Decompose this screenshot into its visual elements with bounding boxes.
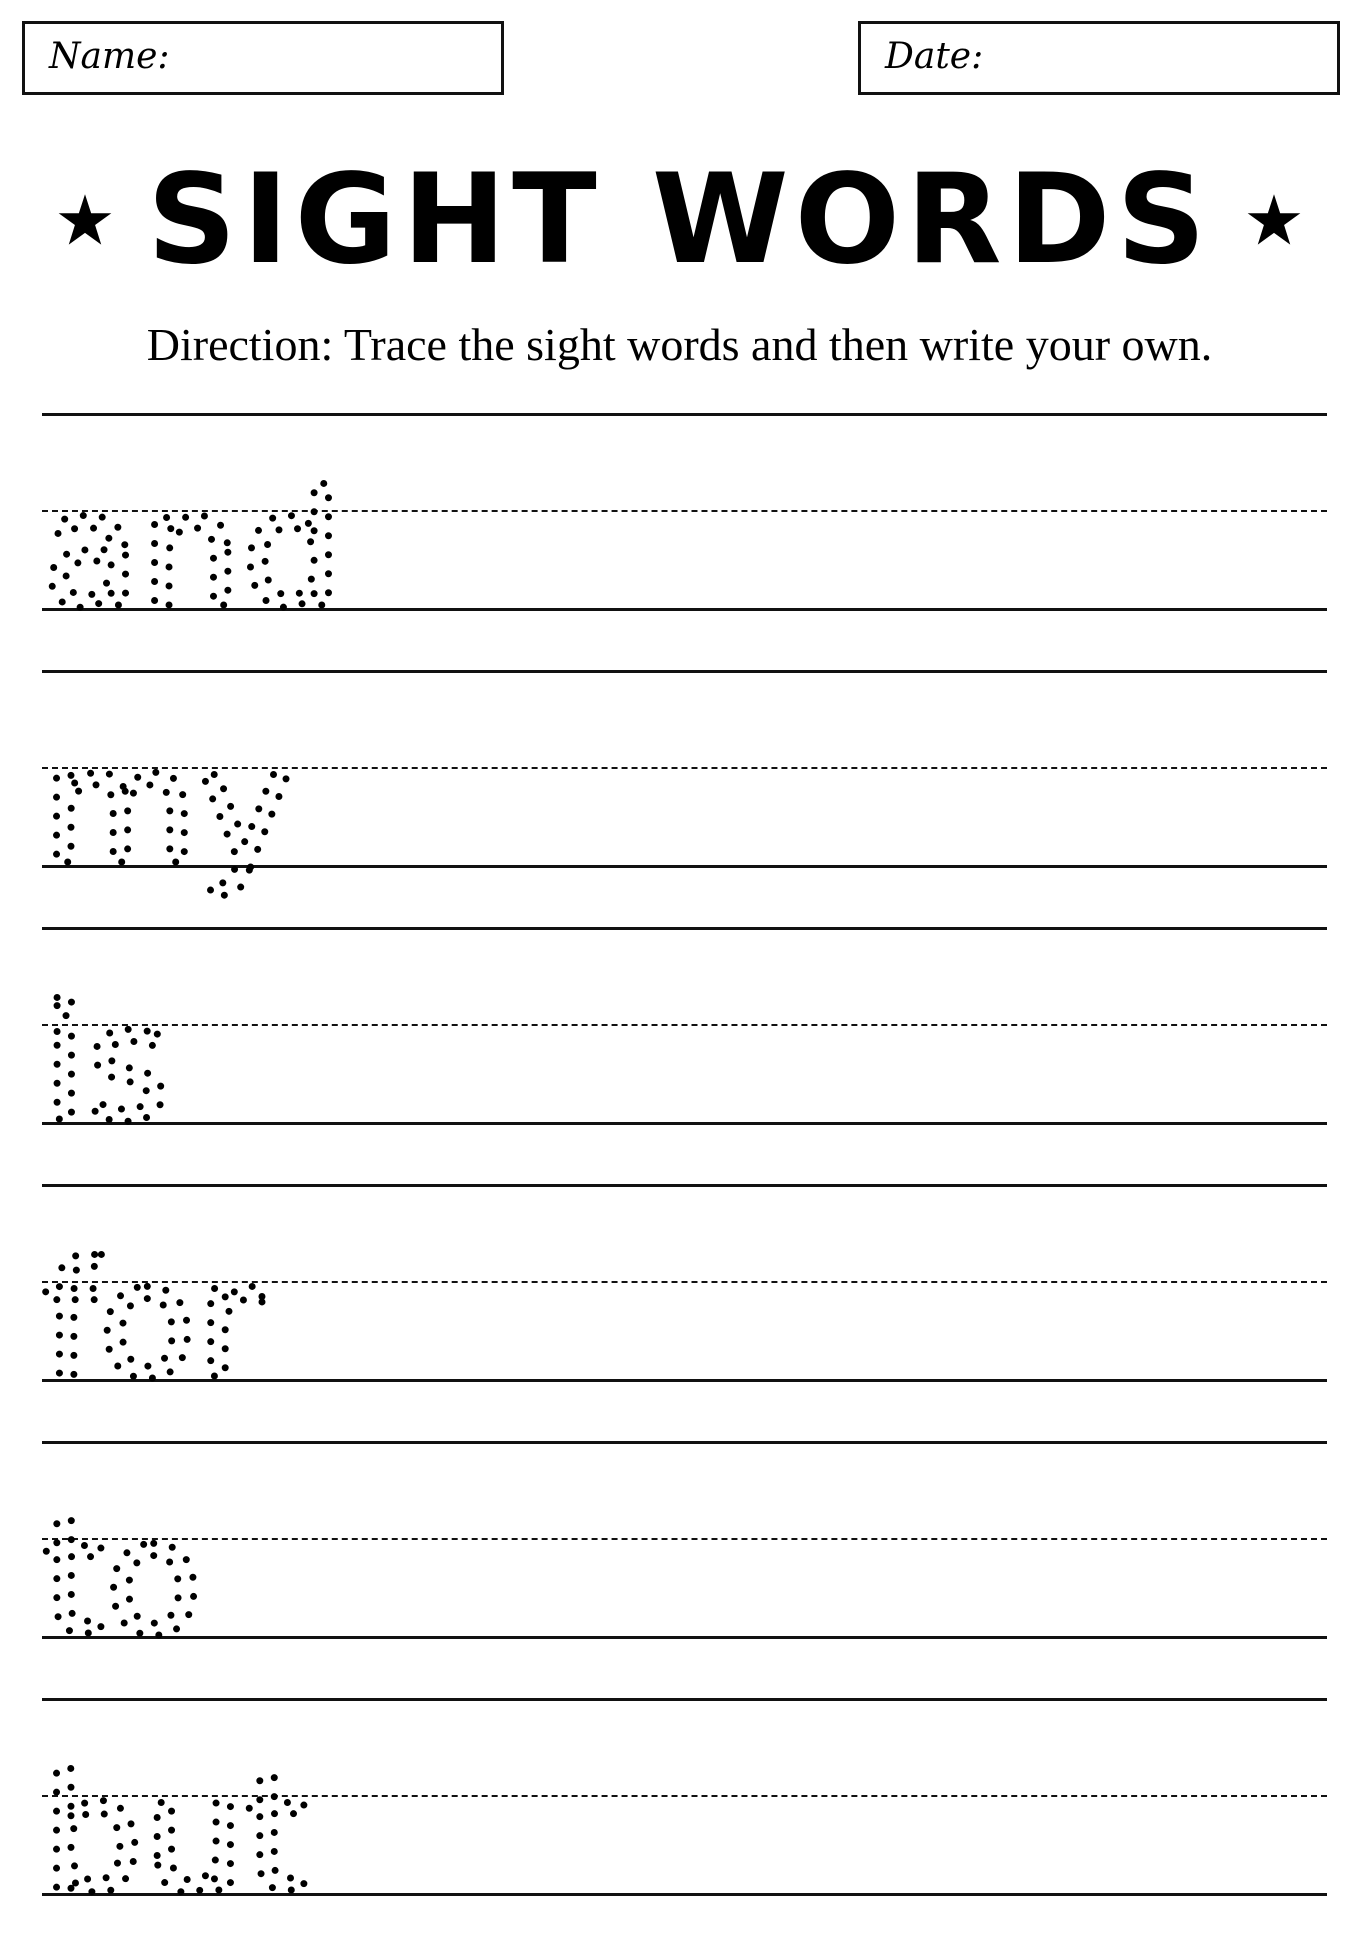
dotted-word: to	[42, 1484, 203, 1671]
practice-row	[42, 670, 1327, 927]
writing-area[interactable]	[462, 710, 1327, 860]
traced-word	[42, 927, 462, 1184]
writing-area[interactable]	[462, 967, 1327, 1117]
practice-row	[42, 1441, 1327, 1698]
date-input[interactable]	[1001, 40, 1325, 82]
traced-word	[42, 1441, 462, 1698]
date-field-box	[858, 21, 1340, 95]
dotted-word: for	[42, 1227, 262, 1414]
page-title: SIGHT WORDS	[147, 148, 1212, 292]
writing-area[interactable]	[462, 1481, 1327, 1631]
direction-text: Direction: Trace the sight words and then write your own.	[146, 319, 1213, 370]
writing-area[interactable]	[462, 453, 1327, 603]
traced-word	[42, 1698, 462, 1955]
dotted-word: but	[42, 1741, 308, 1928]
dotted-word: my	[42, 713, 293, 900]
writing-area[interactable]	[462, 1738, 1327, 1888]
star-icon-left	[57, 192, 113, 248]
dotted-word: and	[42, 456, 344, 643]
name-input[interactable]	[165, 40, 489, 82]
star-icon-right	[1246, 192, 1302, 248]
practice-row	[42, 927, 1327, 1184]
traced-word	[42, 1184, 462, 1441]
name-field-box	[22, 21, 504, 95]
title-row	[0, 150, 1359, 290]
traced-word	[42, 413, 462, 670]
practice-row	[42, 1184, 1327, 1441]
dotted-word: is	[42, 970, 170, 1157]
name-label: Name:	[49, 36, 170, 77]
traced-word	[42, 670, 462, 927]
writing-area[interactable]	[462, 1224, 1327, 1374]
practice-row	[42, 1698, 1327, 1955]
date-label: Date:	[885, 36, 984, 77]
practice-row	[42, 413, 1327, 670]
